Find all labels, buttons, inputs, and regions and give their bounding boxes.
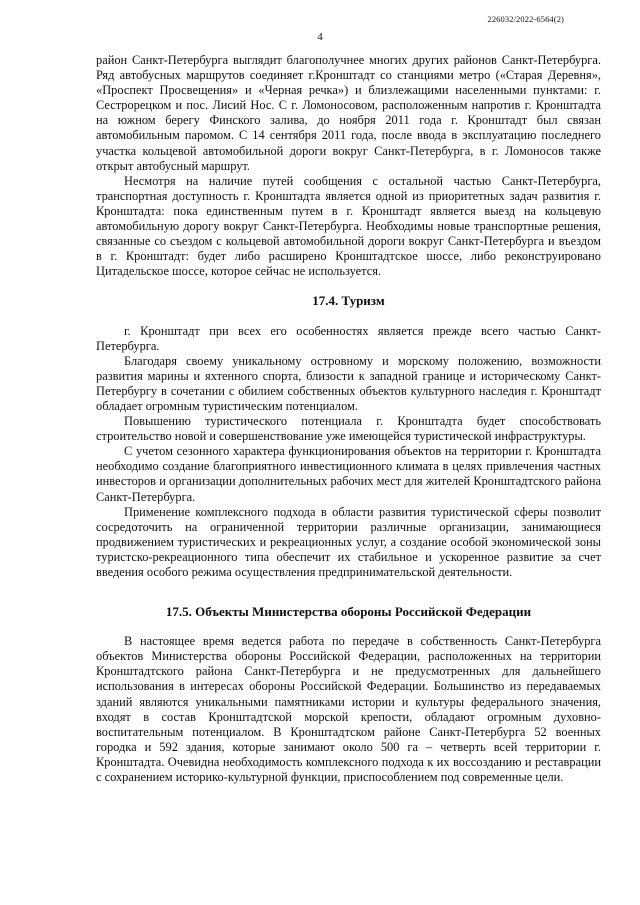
document-body xyxy=(96,53,601,785)
paragraph-tourism-1: г. Кронштадт при всех его особенностях является прежде всего частью Санкт-Петербурга. xyxy=(96,323,601,353)
section-heading-defense-ministry: 17.5. Объекты Министерства обороны Российской Федерации xyxy=(165,604,532,620)
paragraph-defense-ministry-objects: В настоящее время ведется работа по передаче в собственность Санкт-Петербурга объектов Министерства обороны Российской Федерации, расположенных на территории Кронштадтского района Санкт-Петербурга и не предусмотренных для дальнейшего использования в интересах обороны Российской Федерации. Большинство из передаваемых зданий являются уникальными памятниками истории и культуры федерального значения, входят в состав Кронштадтской морской крепости, обладают огромным духовно-воспитательным потенциалом. В Кронштадтском районе Санкт-Петербурга 52 военных городка и 592 здания, которые занимают около 500 га – четверть всей территории г. Кронштадта. Очевидна необходимость комплексного подхода к их воссозданию и реставрации с сохранением историко-культурной функции, приспособлением под современные цели. xyxy=(96,634,601,785)
page-number: 4 xyxy=(317,31,323,43)
paragraph-transport-accessibility: Несмотря на наличие путей сообщения с остальной частью Санкт-Петербурга, транспортная доступность г. Кронштадта является одной из приоритетных задач развития г. Кронштадта: пока единственным путем в г. Кронштадт является выезд на кольцевую автомобильную дорогу вокруг Санкт-Петербурга. Необходимы новые транспортные решения, связанные со съездом с кольцевой автомобильной дороги вокруг Санкт-Петербурга и въездом в г. Кронштадт: будет либо расширено Кронштадтское шоссе, либо реконструировано Цитадельское шоссе, которое сейчас не используется. xyxy=(96,173,601,279)
paragraph-tourism-5: Применение комплексного подхода в области развития туристической сферы позволит сосредоточить на ограниченной территории различные организации, занимающиеся продвижением туристических и рекреационных услуг, а создание особой экономической зоны туристско-рекреационного типа обеспечит их стабильное и ускоренное развитие за счет введения особого режима осуществления предпринимательской деятельности. xyxy=(96,504,601,579)
paragraph-tourism-2: Благодаря своему уникальному островному и морскому положению, возможности развития марины и яхтенного спорта, близости к западной границе и историческому Санкт-Петербургу в сочетании с обилием собственных объектов культурного наследия г. Кронштадт обладает огромным туристическим потенциалом. xyxy=(96,353,601,413)
paragraph-intro-continuation: район Санкт-Петербурга выглядит благополучнее многих других районов Санкт-Петербурга. Ряд автобусных маршрутов соединяет г.Кронштадт со станциями метро («Старая Деревня», «Проспект Просвещения» и «Черная речка») и близлежащими населенными пунктами: г. Сестрорецком и пос. Лисий Нос. С г. Ломоносовом, расположенным напротив г. Кронштадта на южном берегу Финского залива, до ноября 2011 года г. Кронштадт был связан автомобильным паромом. С 14 сентября 2011 года, после ввода в эксплуатацию последнего участка кольцевой автомобильной дороги вокруг Санкт-Петербурга, в г. Ломоносов также открыт автобусный маршрут. xyxy=(96,53,601,173)
paragraph-tourism-4: С учетом сезонного характера функционирования объектов на территории г. Кронштадта необходимо создание благоприятного инвестиционного климата в целях привлечения частных инвесторов и организации дополнительных рабочих мест для жителей Кронштадтского района Санкт-Петербурга. xyxy=(96,444,601,504)
document-registration-number: 226032/2022-6564(2) xyxy=(487,14,564,24)
paragraph-tourism-3: Повышению туристического потенциала г. Кронштадта будет способствовать строительство новой и совершенствование уже имеющейся туристической инфраструктуры. xyxy=(96,414,601,444)
section-heading-tourism: 17.4. Туризм xyxy=(312,293,385,309)
